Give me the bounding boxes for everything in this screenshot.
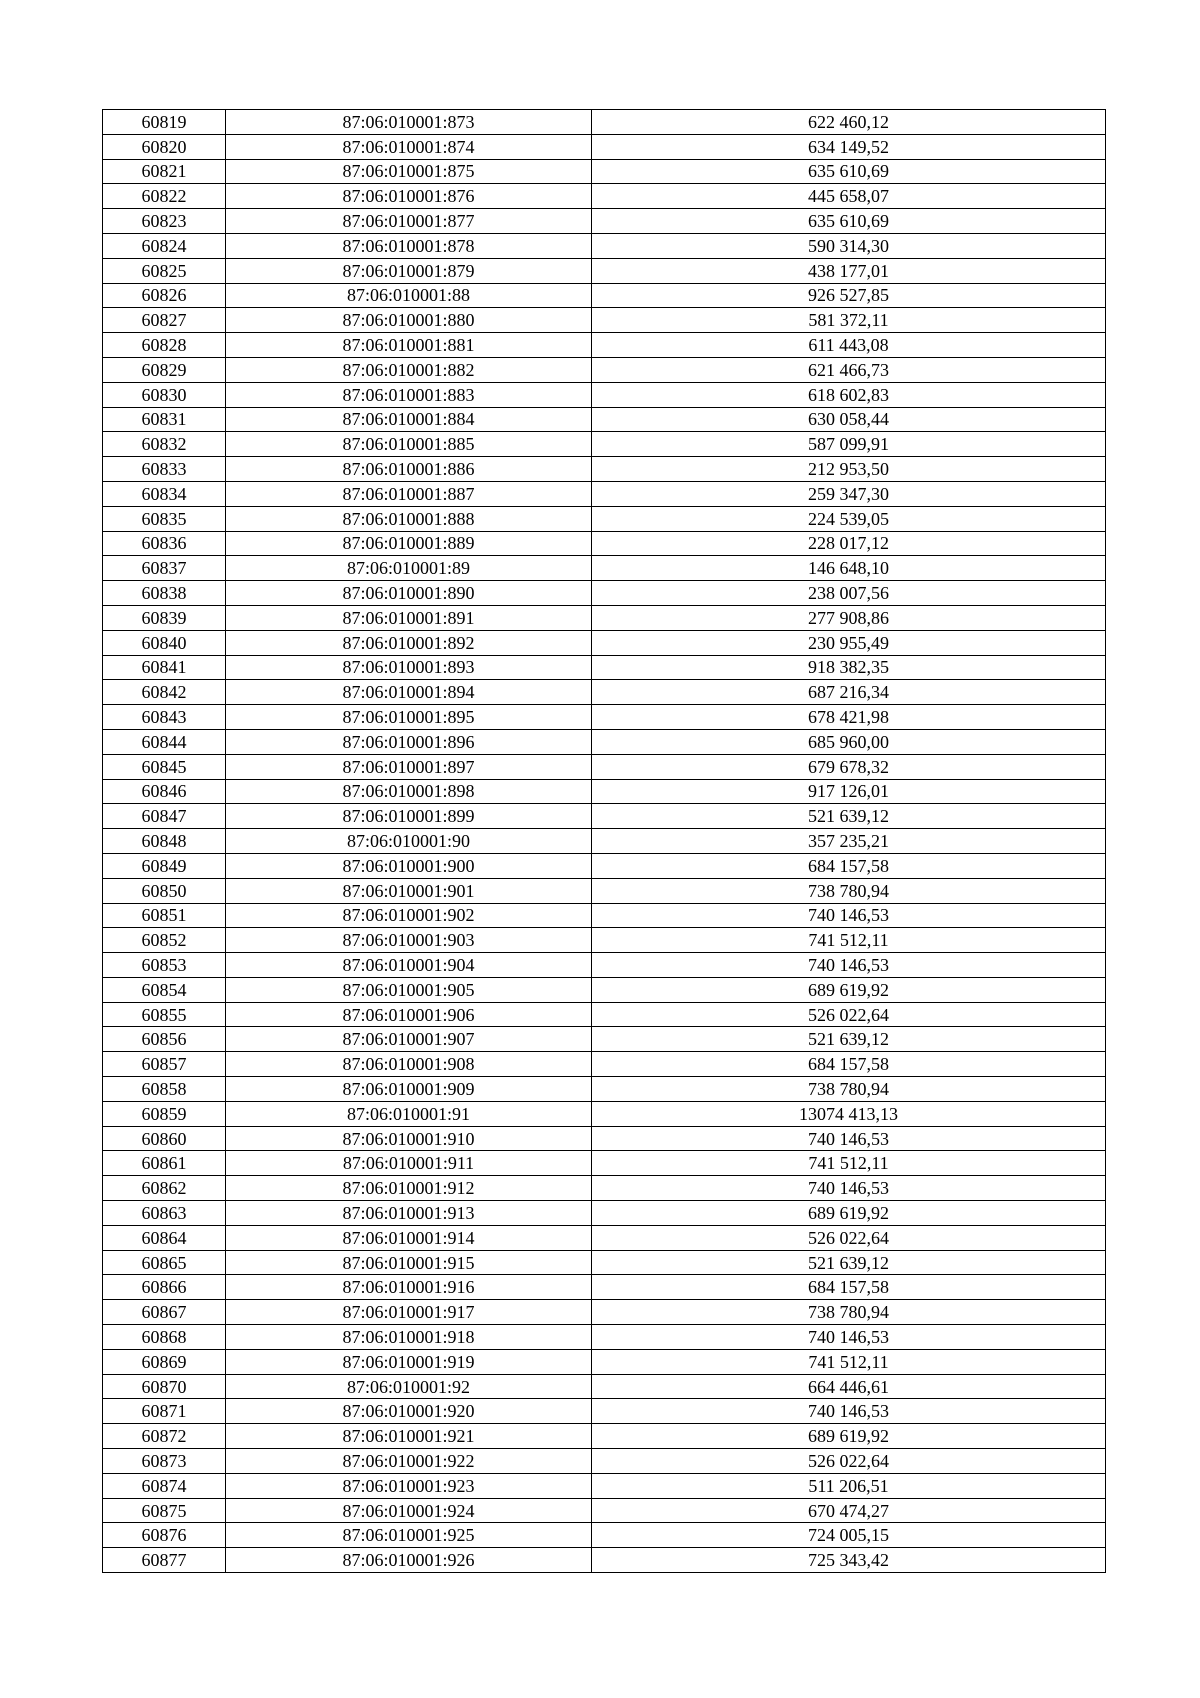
row-number-cell: 60858	[103, 1077, 226, 1102]
row-number-cell: 60825	[103, 258, 226, 283]
cadastral-value-cell: 684 157,58	[592, 1052, 1106, 1077]
cadastral-number-cell: 87:06:010001:904	[226, 953, 592, 978]
cadastral-value-cell: 740 146,53	[592, 903, 1106, 928]
row-number-cell: 60869	[103, 1349, 226, 1374]
table-row	[103, 729, 1106, 754]
row-number-cell: 60855	[103, 1002, 226, 1027]
cadastral-number-cell: 87:06:010001:90	[226, 829, 592, 854]
cadastral-number-cell: 87:06:010001:919	[226, 1349, 592, 1374]
row-number-cell: 60828	[103, 333, 226, 358]
row-number-cell: 60840	[103, 630, 226, 655]
table-row	[103, 1101, 1106, 1126]
row-number-cell: 60822	[103, 184, 226, 209]
cadastral-value-cell: 238 007,56	[592, 581, 1106, 606]
table-row	[103, 953, 1106, 978]
cadastral-value-cell: 738 780,94	[592, 878, 1106, 903]
row-number-cell: 60820	[103, 134, 226, 159]
cadastral-value-cell: 618 602,83	[592, 382, 1106, 407]
cadastral-number-cell: 87:06:010001:896	[226, 729, 592, 754]
row-number-cell: 60826	[103, 283, 226, 308]
row-number-cell: 60877	[103, 1548, 226, 1573]
row-number-cell: 60859	[103, 1101, 226, 1126]
table-row	[103, 630, 1106, 655]
table-row	[103, 1325, 1106, 1350]
cadastral-number-cell: 87:06:010001:88	[226, 283, 592, 308]
cadastral-number-cell: 87:06:010001:921	[226, 1424, 592, 1449]
cadastral-value-cell: 587 099,91	[592, 432, 1106, 457]
cadastral-number-cell: 87:06:010001:910	[226, 1126, 592, 1151]
table-row	[103, 605, 1106, 630]
cadastral-number-cell: 87:06:010001:916	[226, 1275, 592, 1300]
table-row	[103, 1473, 1106, 1498]
table-row	[103, 1151, 1106, 1176]
cadastral-value-cell: 679 678,32	[592, 754, 1106, 779]
cadastral-number-cell: 87:06:010001:881	[226, 333, 592, 358]
table-row	[103, 1126, 1106, 1151]
row-number-cell: 60857	[103, 1052, 226, 1077]
cadastral-value-cell: 445 658,07	[592, 184, 1106, 209]
table-row	[103, 134, 1106, 159]
cadastral-value-cell: 918 382,35	[592, 655, 1106, 680]
row-number-cell: 60854	[103, 977, 226, 1002]
row-number-cell: 60836	[103, 531, 226, 556]
cadastral-value-cell: 725 343,42	[592, 1548, 1106, 1573]
cadastral-number-cell: 87:06:010001:912	[226, 1176, 592, 1201]
cadastral-number-cell: 87:06:010001:918	[226, 1325, 592, 1350]
cadastral-number-cell: 87:06:010001:898	[226, 779, 592, 804]
table-row	[103, 357, 1106, 382]
cadastral-number-cell: 87:06:010001:874	[226, 134, 592, 159]
row-number-cell: 60849	[103, 853, 226, 878]
row-number-cell: 60875	[103, 1498, 226, 1523]
cadastral-number-cell: 87:06:010001:890	[226, 581, 592, 606]
table-row	[103, 1002, 1106, 1027]
cadastral-number-cell: 87:06:010001:879	[226, 258, 592, 283]
cadastral-value-cell: 684 157,58	[592, 853, 1106, 878]
row-number-cell: 60864	[103, 1225, 226, 1250]
cadastral-value-cell: 521 639,12	[592, 1250, 1106, 1275]
table-row	[103, 1250, 1106, 1275]
table-row	[103, 382, 1106, 407]
table-row	[103, 1275, 1106, 1300]
row-number-cell: 60868	[103, 1325, 226, 1350]
cadastral-value-cell: 526 022,64	[592, 1002, 1106, 1027]
cadastral-value-cell: 741 512,11	[592, 1349, 1106, 1374]
cadastral-value-cell: 917 126,01	[592, 779, 1106, 804]
row-number-cell: 60871	[103, 1399, 226, 1424]
cadastral-value-cell: 635 610,69	[592, 159, 1106, 184]
cadastral-value-cell: 357 235,21	[592, 829, 1106, 854]
cadastral-number-cell: 87:06:010001:926	[226, 1548, 592, 1573]
table-body	[103, 110, 1106, 1573]
row-number-cell: 60839	[103, 605, 226, 630]
table-row	[103, 1548, 1106, 1573]
cadastral-number-cell: 87:06:010001:907	[226, 1027, 592, 1052]
row-number-cell: 60852	[103, 928, 226, 953]
cadastral-number-cell: 87:06:010001:900	[226, 853, 592, 878]
row-number-cell: 60846	[103, 779, 226, 804]
row-number-cell: 60832	[103, 432, 226, 457]
cadastral-number-cell: 87:06:010001:909	[226, 1077, 592, 1102]
cadastral-number-cell: 87:06:010001:873	[226, 110, 592, 135]
row-number-cell: 60829	[103, 357, 226, 382]
row-number-cell: 60860	[103, 1126, 226, 1151]
cadastral-number-cell: 87:06:010001:889	[226, 531, 592, 556]
cadastral-number-cell: 87:06:010001:906	[226, 1002, 592, 1027]
cadastral-number-cell: 87:06:010001:911	[226, 1151, 592, 1176]
table-row	[103, 1176, 1106, 1201]
cadastral-number-cell: 87:06:010001:887	[226, 481, 592, 506]
cadastral-value-cell: 511 206,51	[592, 1473, 1106, 1498]
table-row	[103, 1027, 1106, 1052]
row-number-cell: 60827	[103, 308, 226, 333]
cadastral-number-cell: 87:06:010001:882	[226, 357, 592, 382]
table-row	[103, 1449, 1106, 1474]
row-number-cell: 60821	[103, 159, 226, 184]
cadastral-number-cell: 87:06:010001:888	[226, 506, 592, 531]
table-row	[103, 754, 1106, 779]
cadastral-value-cell: 740 146,53	[592, 1126, 1106, 1151]
cadastral-number-cell: 87:06:010001:875	[226, 159, 592, 184]
cadastral-value-cell: 738 780,94	[592, 1077, 1106, 1102]
cadastral-number-cell: 87:06:010001:902	[226, 903, 592, 928]
row-number-cell: 60824	[103, 233, 226, 258]
table-row	[103, 1374, 1106, 1399]
cadastral-number-cell: 87:06:010001:908	[226, 1052, 592, 1077]
cadastral-value-cell: 590 314,30	[592, 233, 1106, 258]
row-number-cell: 60867	[103, 1300, 226, 1325]
row-number-cell: 60833	[103, 457, 226, 482]
table-row	[103, 655, 1106, 680]
row-number-cell: 60847	[103, 804, 226, 829]
cadastral-value-cell: 146 648,10	[592, 556, 1106, 581]
row-number-cell: 60866	[103, 1275, 226, 1300]
cadastral-number-cell: 87:06:010001:923	[226, 1473, 592, 1498]
cadastral-value-cell: 685 960,00	[592, 729, 1106, 754]
table-row	[103, 283, 1106, 308]
cadastral-number-cell: 87:06:010001:920	[226, 1399, 592, 1424]
row-number-cell: 60834	[103, 481, 226, 506]
row-number-cell: 60862	[103, 1176, 226, 1201]
cadastral-number-cell: 87:06:010001:895	[226, 705, 592, 730]
cadastral-number-cell: 87:06:010001:899	[226, 804, 592, 829]
cadastral-number-cell: 87:06:010001:894	[226, 680, 592, 705]
table-row	[103, 1349, 1106, 1374]
cadastral-value-cell: 521 639,12	[592, 1027, 1106, 1052]
table-row	[103, 1523, 1106, 1548]
cadastral-value-cell: 611 443,08	[592, 333, 1106, 358]
table-row	[103, 903, 1106, 928]
cadastral-number-cell: 87:06:010001:893	[226, 655, 592, 680]
table-row	[103, 928, 1106, 953]
table-row	[103, 184, 1106, 209]
row-number-cell: 60842	[103, 680, 226, 705]
cadastral-value-cell: 740 146,53	[592, 1399, 1106, 1424]
row-number-cell: 60863	[103, 1201, 226, 1226]
cadastral-value-cell: 738 780,94	[592, 1300, 1106, 1325]
table-row	[103, 233, 1106, 258]
cadastral-value-cell: 526 022,64	[592, 1225, 1106, 1250]
row-number-cell: 60838	[103, 581, 226, 606]
cadastral-number-cell: 87:06:010001:876	[226, 184, 592, 209]
cadastral-value-cell: 521 639,12	[592, 804, 1106, 829]
table-row	[103, 556, 1106, 581]
table-row	[103, 159, 1106, 184]
cadastral-value-cell: 684 157,58	[592, 1275, 1106, 1300]
cadastral-number-cell: 87:06:010001:877	[226, 209, 592, 234]
row-number-cell: 60874	[103, 1473, 226, 1498]
cadastral-number-cell: 87:06:010001:913	[226, 1201, 592, 1226]
cadastral-number-cell: 87:06:010001:924	[226, 1498, 592, 1523]
cadastral-value-cell: 621 466,73	[592, 357, 1106, 382]
row-number-cell: 60837	[103, 556, 226, 581]
table-row	[103, 1225, 1106, 1250]
table-row	[103, 977, 1106, 1002]
cadastral-number-cell: 87:06:010001:891	[226, 605, 592, 630]
row-number-cell: 60851	[103, 903, 226, 928]
cadastral-number-cell: 87:06:010001:878	[226, 233, 592, 258]
cadastral-number-cell: 87:06:010001:903	[226, 928, 592, 953]
table-row	[103, 407, 1106, 432]
cadastral-number-cell: 87:06:010001:917	[226, 1300, 592, 1325]
table-row	[103, 581, 1106, 606]
row-number-cell: 60872	[103, 1424, 226, 1449]
row-number-cell: 60841	[103, 655, 226, 680]
table-row	[103, 1077, 1106, 1102]
cadastral-number-cell: 87:06:010001:901	[226, 878, 592, 903]
row-number-cell: 60830	[103, 382, 226, 407]
cadastral-number-cell: 87:06:010001:905	[226, 977, 592, 1002]
row-number-cell: 60845	[103, 754, 226, 779]
table-row	[103, 110, 1106, 135]
cadastral-number-cell: 87:06:010001:883	[226, 382, 592, 407]
cadastral-value-cell: 259 347,30	[592, 481, 1106, 506]
row-number-cell: 60861	[103, 1151, 226, 1176]
cadastral-value-cell: 664 446,61	[592, 1374, 1106, 1399]
row-number-cell: 60876	[103, 1523, 226, 1548]
cadastral-value-cell: 689 619,92	[592, 1201, 1106, 1226]
cadastral-value-cell: 635 610,69	[592, 209, 1106, 234]
cadastral-number-cell: 87:06:010001:925	[226, 1523, 592, 1548]
cadastral-number-cell: 87:06:010001:897	[226, 754, 592, 779]
table-row	[103, 1201, 1106, 1226]
row-number-cell: 60870	[103, 1374, 226, 1399]
cadastral-value-cell: 581 372,11	[592, 308, 1106, 333]
cadastral-value-cell: 741 512,11	[592, 1151, 1106, 1176]
cadastral-value-cell: 634 149,52	[592, 134, 1106, 159]
cadastral-value-table	[102, 109, 1106, 1573]
cadastral-value-cell: 741 512,11	[592, 928, 1106, 953]
cadastral-value-cell: 724 005,15	[592, 1523, 1106, 1548]
cadastral-number-cell: 87:06:010001:886	[226, 457, 592, 482]
cadastral-number-cell: 87:06:010001:885	[226, 432, 592, 457]
table-row	[103, 1424, 1106, 1449]
row-number-cell: 60873	[103, 1449, 226, 1474]
cadastral-number-cell: 87:06:010001:884	[226, 407, 592, 432]
cadastral-value-cell: 277 908,86	[592, 605, 1106, 630]
table-row	[103, 457, 1106, 482]
cadastral-value-cell: 687 216,34	[592, 680, 1106, 705]
row-number-cell: 60848	[103, 829, 226, 854]
cadastral-value-cell: 13074 413,13	[592, 1101, 1106, 1126]
table-row	[103, 308, 1106, 333]
cadastral-value-cell: 670 474,27	[592, 1498, 1106, 1523]
row-number-cell: 60844	[103, 729, 226, 754]
row-number-cell: 60823	[103, 209, 226, 234]
table-row	[103, 878, 1106, 903]
cadastral-value-cell: 224 539,05	[592, 506, 1106, 531]
cadastral-number-cell: 87:06:010001:922	[226, 1449, 592, 1474]
table-row	[103, 209, 1106, 234]
table-row	[103, 481, 1106, 506]
table-row	[103, 1052, 1106, 1077]
table-row	[103, 705, 1106, 730]
row-number-cell: 60835	[103, 506, 226, 531]
table-row	[103, 531, 1106, 556]
cadastral-number-cell: 87:06:010001:89	[226, 556, 592, 581]
table-row	[103, 853, 1106, 878]
cadastral-number-cell: 87:06:010001:92	[226, 1374, 592, 1399]
cadastral-value-cell: 689 619,92	[592, 1424, 1106, 1449]
table-row	[103, 333, 1106, 358]
cadastral-value-cell: 926 527,85	[592, 283, 1106, 308]
cadastral-number-cell: 87:06:010001:914	[226, 1225, 592, 1250]
row-number-cell: 60819	[103, 110, 226, 135]
table-row	[103, 432, 1106, 457]
row-number-cell: 60856	[103, 1027, 226, 1052]
table-row	[103, 829, 1106, 854]
table-row	[103, 680, 1106, 705]
cadastral-value-cell: 212 953,50	[592, 457, 1106, 482]
table-row	[103, 1399, 1106, 1424]
row-number-cell: 60865	[103, 1250, 226, 1275]
table-row	[103, 1498, 1106, 1523]
row-number-cell: 60850	[103, 878, 226, 903]
cadastral-number-cell: 87:06:010001:91	[226, 1101, 592, 1126]
table-row	[103, 506, 1106, 531]
cadastral-value-cell: 630 058,44	[592, 407, 1106, 432]
table-row	[103, 258, 1106, 283]
cadastral-value-cell: 740 146,53	[592, 1176, 1106, 1201]
table-row	[103, 1300, 1106, 1325]
cadastral-value-cell: 678 421,98	[592, 705, 1106, 730]
cadastral-value-cell: 230 955,49	[592, 630, 1106, 655]
cadastral-value-cell: 740 146,53	[592, 1325, 1106, 1350]
cadastral-number-cell: 87:06:010001:892	[226, 630, 592, 655]
cadastral-value-cell: 622 460,12	[592, 110, 1106, 135]
cadastral-value-cell: 526 022,64	[592, 1449, 1106, 1474]
row-number-cell: 60853	[103, 953, 226, 978]
row-number-cell: 60831	[103, 407, 226, 432]
cadastral-value-cell: 740 146,53	[592, 953, 1106, 978]
row-number-cell: 60843	[103, 705, 226, 730]
cadastral-value-cell: 228 017,12	[592, 531, 1106, 556]
cadastral-value-cell: 689 619,92	[592, 977, 1106, 1002]
cadastral-value-cell: 438 177,01	[592, 258, 1106, 283]
cadastral-number-cell: 87:06:010001:915	[226, 1250, 592, 1275]
table-row	[103, 804, 1106, 829]
table-row	[103, 779, 1106, 804]
cadastral-number-cell: 87:06:010001:880	[226, 308, 592, 333]
